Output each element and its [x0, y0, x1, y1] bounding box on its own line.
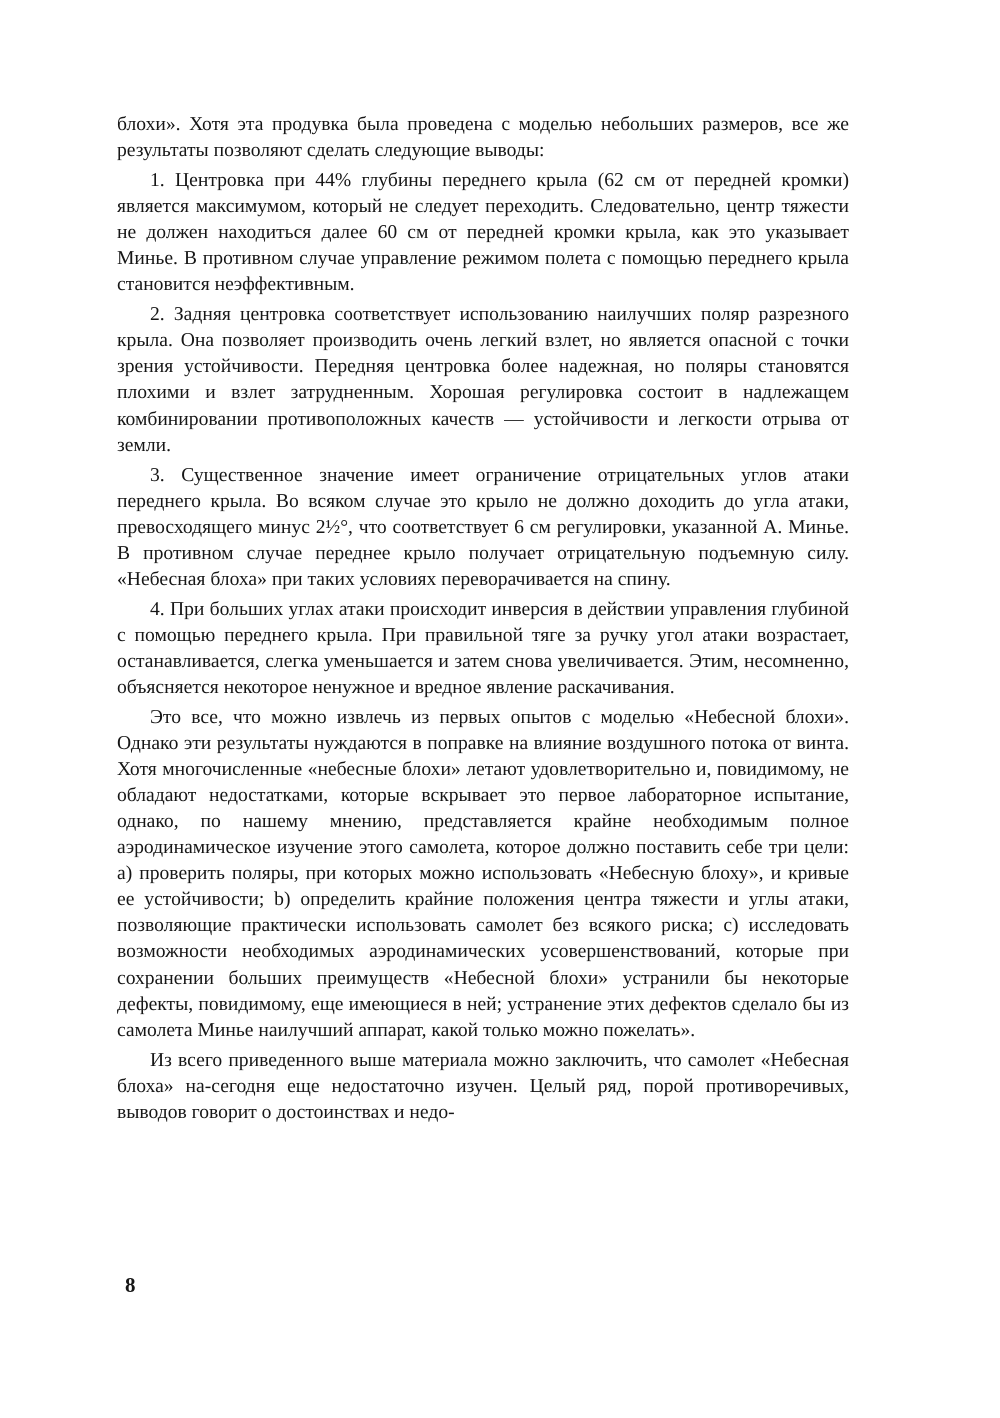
- paragraph-conclusion-3: 3. Существенное значение имеет ограничение отрицательных углов атаки переднего крыла. Во всяком случае это крыло не должно доходить до угла атаки, превосходящего минус 2½°, что соответствует 6 см регулировки, указанной А. Минье. В противном случае переднее крыло получает отрицательную подъемную силу. «Небесная блоха» при таких условиях переворачивается на спину.: [117, 464, 849, 590]
- paragraph-summary: Это все, что можно извлечь из первых опытов с моделью «Небесной блохи». Однако эти результаты нуждаются в поправке на влияние воздушного потока от винта. Хотя многочисленные «небесные блохи» летают удовлетворительно и, повидимому, не обладают недостатками, которые вскрывает это первое лабораторное испытание, однако, по нашему мнению, представляется крайне необходимым полное аэродинамическое изучение этого самолета, которое должно поставить себе три цели: a) проверить поляры, при которых можно использовать «Небесную блоху», и кривые ее устойчивости; b) определить крайние положения центра тяжести и углы атаки, позволяющие практически использовать самолет без всякого риска; c) исследовать возможности необходимых аэродинамических усовершенствований, которые при сохранении больших преимуществ «Небесной блохи» устранили бы некоторые дефекты, повидимому, еще имеющиеся в ней; устранение этих дефектов сделало бы из самолета Минье наилучший аппарат, какой только можно пожелать».: [117, 707, 849, 1041]
- paragraph-final: Из всего приведенного выше материала можно заключить, что самолет «Небесная блоха» на-сегодня еще недостаточно изучен. Целый ряд, порой противоречивых, выводов говорит о достоинствах и недо-: [117, 1049, 849, 1123]
- page-body: [117, 112, 849, 1126]
- paragraph-conclusion-2: 2. Задняя центровка соответствует использованию наилучших поляр разрезного крыла. Она позволяет производить очень легкий взлет, но является опасной с точки зрения устойчивости. Передняя центровка более надежная, но поляры становятся плохими и взлет затрудненным. Хорошая регулировка состоит в надлежащем комбинировании противоположных качеств — устойчивости и легкости отрыва от земли.: [117, 304, 849, 456]
- paragraph-conclusion-1: 1. Центровка при 44% глубины переднего крыла (62 см от передней кромки) является максимумом, который не следует переходить. Следовательно, центр тяжести не должен находиться далее 60 см от передней кромки крыла, как это указывает Минье. В противном случае управление режимом полета с помощью переднего крыла становится неэффективным.: [117, 170, 849, 296]
- page-number: 8: [125, 1273, 136, 1297]
- paragraph-intro: блохи». Хотя эта продувка была проведена с моделью небольших размеров, все же результаты позволяют сделать следующие выводы:: [117, 114, 849, 162]
- paragraph-conclusion-4: 4. При больших углах атаки происходит инверсия в действии управления глубиной с помощью переднего крыла. При правильной тяге за ручку угол атаки возрастает, останавливается, слегка уменьшается и затем снова увеличивается. Этим, несомненно, объясняется некоторое ненужное и вредное явление раскачивания.: [117, 598, 849, 698]
